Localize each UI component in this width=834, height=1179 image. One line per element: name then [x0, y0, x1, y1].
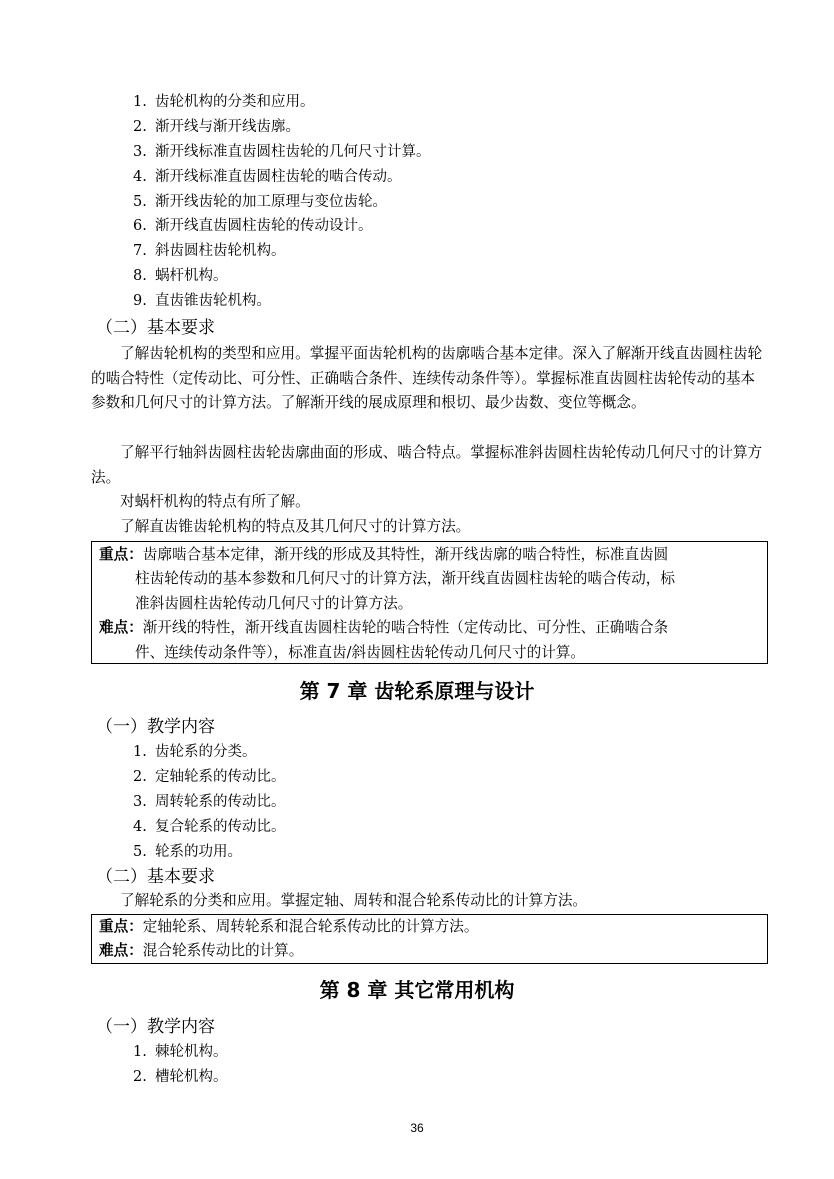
item-number: 3. — [133, 793, 147, 810]
item-text: 槽轮机构。 — [155, 1068, 228, 1085]
difficult-points-line: 渐开线的特性，渐开线直齿圆柱齿轮的啮合特性（定传动比、可分性、正确啮合条 — [142, 619, 669, 637]
key-points-box — [91, 541, 768, 664]
key-points — [92, 543, 767, 616]
list-item — [133, 165, 431, 190]
item-text: 渐开线标准直齿圆柱齿轮的几何尺寸计算。 — [155, 143, 431, 160]
item-text: 渐开线与渐开线齿廓。 — [155, 118, 300, 135]
list-item — [133, 289, 431, 314]
page-number: 36 — [410, 1121, 424, 1135]
section1-paragraph — [91, 515, 769, 540]
item-text: 渐开线直齿圆柱齿轮的传动设计。 — [155, 218, 373, 235]
difficult-points-text: 混合轮系传动比的计算。 — [142, 941, 304, 959]
list-item — [133, 740, 286, 765]
difficult-points-label: 难点： — [99, 619, 143, 637]
item-number: 1. — [133, 744, 147, 760]
list-item — [133, 239, 431, 264]
list-item — [133, 264, 431, 289]
list-item — [133, 214, 431, 239]
item-text: 定轴轮系的传动比。 — [155, 768, 286, 785]
key-points-text: 定轴轮系、周转轮系和混合轮系传动比的计算方法。 — [142, 918, 479, 935]
section1-paragraph — [91, 490, 769, 515]
item-number: 3. — [133, 143, 147, 160]
chapter7-content-list — [133, 740, 286, 864]
difficult-points — [92, 939, 767, 963]
chapter7-paragraph — [91, 889, 769, 914]
item-text: 斜齿圆柱齿轮机构。 — [155, 243, 286, 260]
paragraph-text: 了解平行轴斜齿圆柱齿轮齿廓曲面的形成、啮合特点。掌握标准斜齿圆柱齿轮传动几何尺寸的计算方法。 — [91, 444, 763, 486]
list-item — [133, 90, 431, 115]
chapter7-title: 第 7 章 齿轮系原理与设计 — [299, 679, 535, 703]
paragraph-text: 了解轮系的分类和应用。掌握定轴、周转和混合轮系传动比的计算方法。 — [120, 892, 588, 909]
item-number: 2. — [133, 768, 147, 785]
list-item — [133, 765, 286, 790]
chapter8-content-list — [133, 1040, 228, 1090]
section1-content-list — [133, 90, 431, 314]
key-points-line: 柱齿轮传动的基本参数和几何尺寸的计算方法，渐开线直齿圆柱齿轮的啮合传动，标 — [135, 570, 675, 588]
list-item — [133, 815, 286, 840]
difficult-points-label: 难点： — [99, 941, 143, 959]
item-number: 7. — [133, 243, 147, 260]
key-points-label: 重点： — [99, 546, 143, 563]
section1-paragraph — [91, 441, 769, 490]
paragraph-text: 了解直齿锥齿轮机构的特点及其几何尺寸的计算方法。 — [120, 518, 471, 535]
key-points-label: 重点： — [99, 918, 143, 935]
item-number: 2. — [133, 118, 147, 135]
list-item — [133, 115, 431, 140]
list-item — [133, 190, 431, 215]
item-number: 4. — [133, 168, 147, 185]
chapter7-content-heading: （一）教学内容 — [96, 717, 215, 737]
list-item — [133, 1040, 228, 1065]
list-item — [133, 790, 286, 815]
difficult-points — [92, 616, 767, 665]
item-number: 1. — [133, 1044, 147, 1060]
section1-paragraph — [91, 342, 769, 416]
item-number: 2. — [133, 1068, 147, 1085]
item-text: 复合轮系的传动比。 — [155, 818, 286, 835]
list-item — [133, 1065, 228, 1090]
paragraph-text: 对蜗杆机构的特点有所了解。 — [120, 493, 310, 510]
item-number: 5. — [133, 193, 147, 210]
item-text: 齿轮系的分类。 — [155, 744, 257, 760]
item-text: 渐开线标准直齿圆柱齿轮的啮合传动。 — [155, 168, 402, 185]
item-text: 直齿锥齿轮机构。 — [155, 293, 271, 310]
item-text: 轮系的功用。 — [155, 843, 242, 860]
chapter8-content-heading: （一）教学内容 — [96, 1017, 215, 1037]
item-number: 9. — [133, 293, 147, 310]
item-number: 4. — [133, 818, 147, 835]
item-number: 6. — [133, 218, 147, 235]
section1-requirements-heading: （二）基本要求 — [96, 318, 215, 338]
key-points — [92, 915, 767, 939]
item-text: 蜗杆机构。 — [155, 268, 228, 285]
list-item — [133, 140, 431, 165]
key-points-line: 齿廓啮合基本定律，渐开线的形成及其特性，渐开线齿廓的啮合特性，标准直齿圆 — [142, 546, 669, 563]
item-number: 5. — [133, 843, 147, 860]
item-text: 周转轮系的传动比。 — [155, 793, 286, 810]
chapter8-title: 第 8 章 其它常用机构 — [319, 978, 515, 1002]
list-item — [133, 840, 286, 865]
chapter7-key-points-box — [91, 914, 768, 964]
item-text: 齿轮机构的分类和应用。 — [155, 94, 315, 110]
item-text: 渐开线齿轮的加工原理与变位齿轮。 — [155, 193, 387, 210]
paragraph-text: 了解齿轮机构的类型和应用。掌握平面齿轮机构的齿廓啮合基本定律。深入了解渐开线直齿圆柱齿轮的啮合特性（定传动比、可分性、正确啮合条件、连续传动条件等）。掌握标准直齿圆柱齿轮传动的基本参数和几何尺寸的计算方法。了解渐开线的展成原理和根切、最少齿数、变位等概念。 — [91, 345, 763, 412]
item-number: 8. — [133, 268, 147, 285]
key-points-line: 准斜齿圆柱齿轮传动几何尺寸的计算方法。 — [135, 594, 413, 612]
difficult-points-line: 件、连续传动条件等），标准直齿/斜齿圆柱齿轮传动几何尺寸的计算。 — [135, 643, 586, 661]
item-text: 棘轮机构。 — [155, 1044, 228, 1060]
chapter7-requirements-heading: （二）基本要求 — [96, 867, 215, 887]
item-number: 1. — [133, 94, 147, 110]
